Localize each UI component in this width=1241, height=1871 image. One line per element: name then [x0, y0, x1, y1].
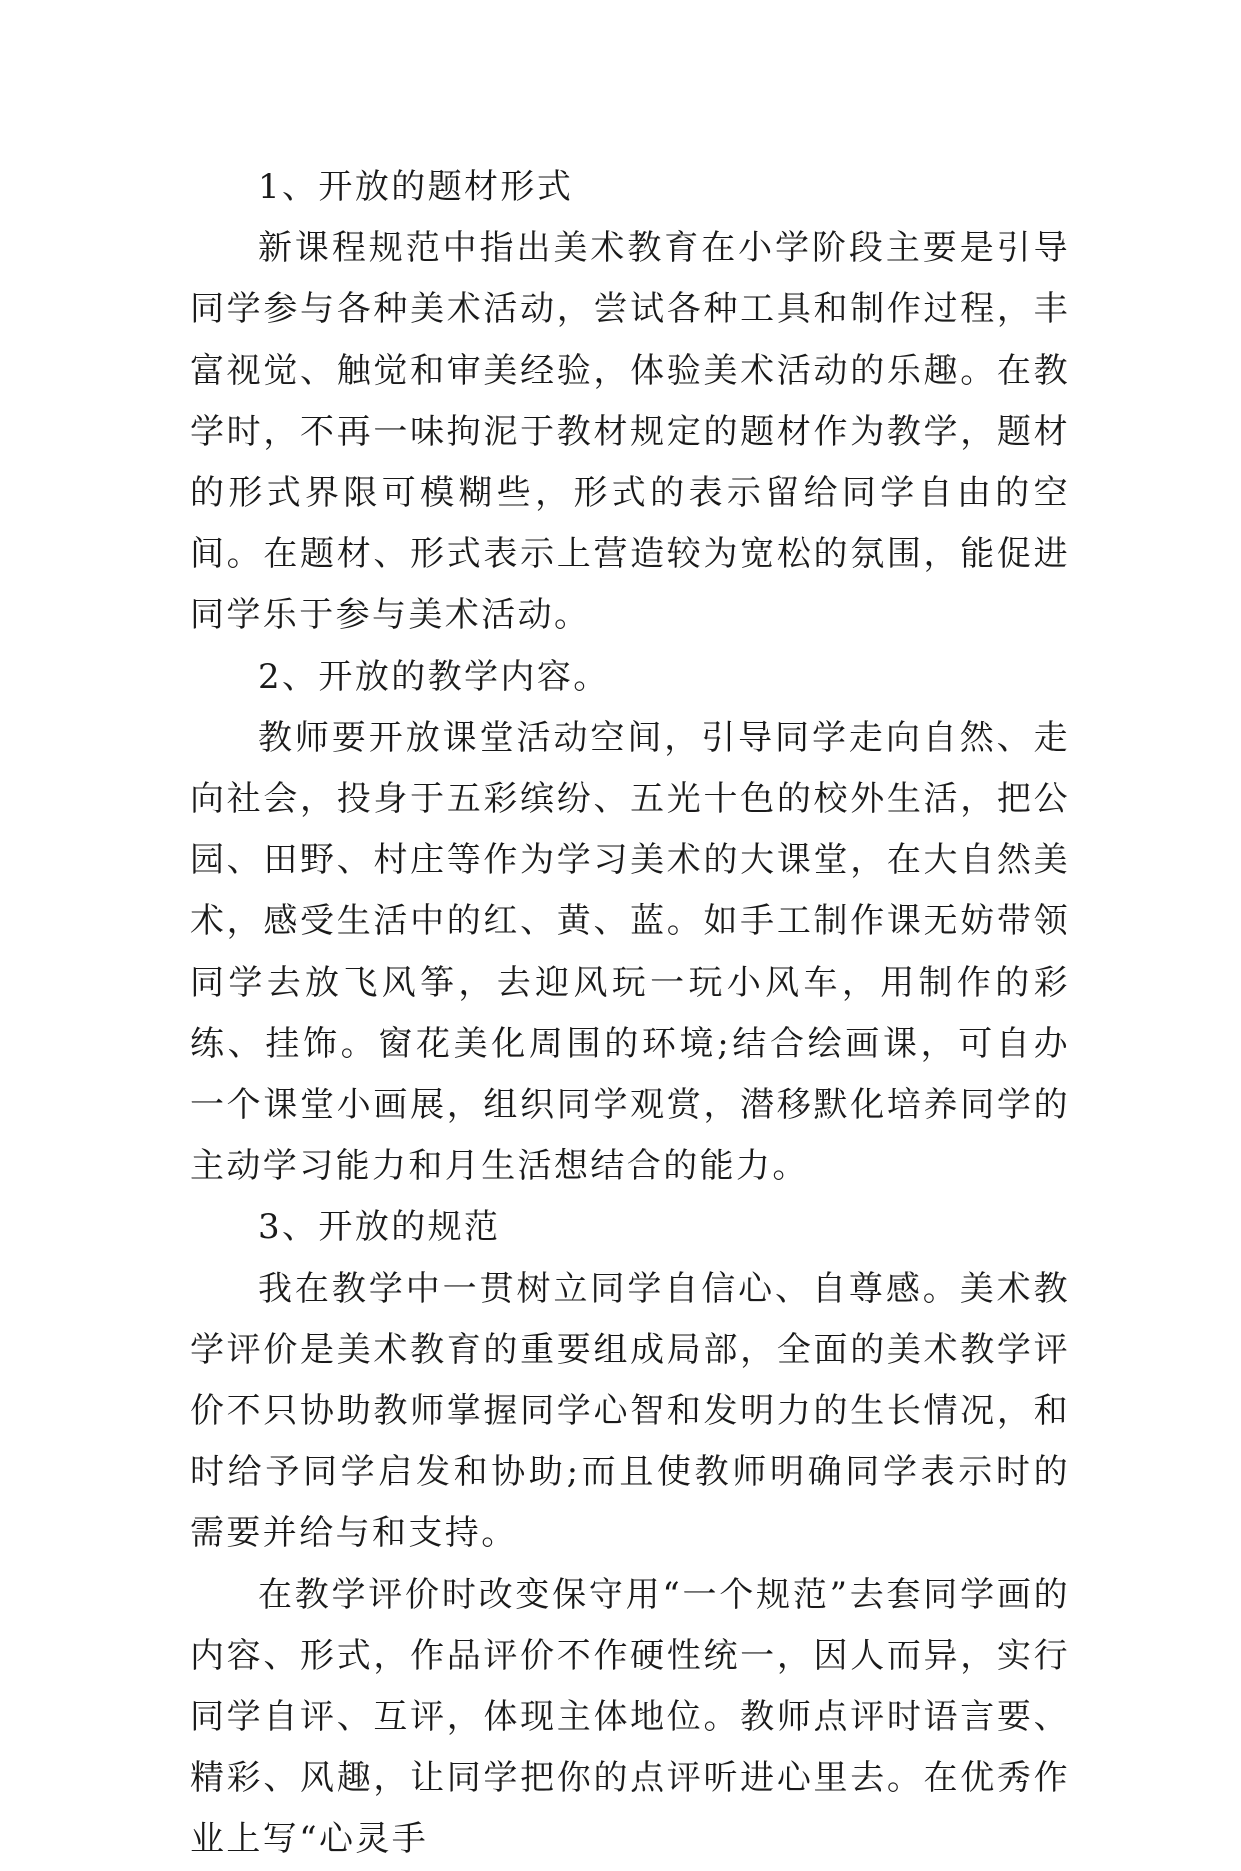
paragraph-teaching-content: 教师要开放课堂活动空间，引导同学走向自然、走向社会，投身于五彩缤纷、五光十色的校外生活，把公园、田野、村庄等作为学习美术的大课堂，在大自然美术，感受生活中的红、黄、蓝。如手工制作课无妨带领同学去放飞风筝，去迎风玩一玩小风车，用制作的彩练、挂饰。窗花美化周围的环境;结合绘画课，可自办一个课堂小画展，组织同学观赏，潜移默化培养同学的主动学习能力和月生活想结合的能力。 — [190, 717, 1070, 1187]
paragraph-self-confidence: 我在教学中一贯树立同学自信心、自尊感。美术教学评价是美术教育的重要组成局部，全面的美术教学评价不只协助教师掌握同学心智和发明力的生长情况，和时给予同学启发和协助;而且使教师明确同学表示时的需要并给与和支持。 — [190, 1268, 1070, 1554]
document-body — [190, 157, 1070, 1871]
heading-open-standard: 3、开放的规范 — [258, 1207, 501, 1248]
heading-open-subject-form: 1、开放的题材形式 — [258, 167, 574, 207]
heading-open-teaching-content: 2、开放的教学内容。 — [258, 656, 610, 697]
paragraph-subject-form: 新课程规范中指出美术教育在小学阶段主要是引导同学参与各种美术活动，尝试各种工具和制作过程，丰富视觉、触觉和审美经验，体验美术活动的乐趣。在教学时，不再一味拘泥于教材规定的题材作为教学，题材的形式界限可模糊些，形式的表示留给同学自由的空间。在题材、形式表示上营造较为宽松的氛围，能促进同学乐于参与美术活动。 — [190, 228, 1070, 636]
paragraph-evaluation: 在教学评价时改变保守用“一个规范”去套同学画的内容、形式，作品评价不作硬性统一，因人而异，实行同学自评、互评，体现主体地位。教师点评时语言要、精彩、风趣，让同学把你的点评听进心里去。在优秀作业上写“心灵手 — [190, 1574, 1070, 1860]
